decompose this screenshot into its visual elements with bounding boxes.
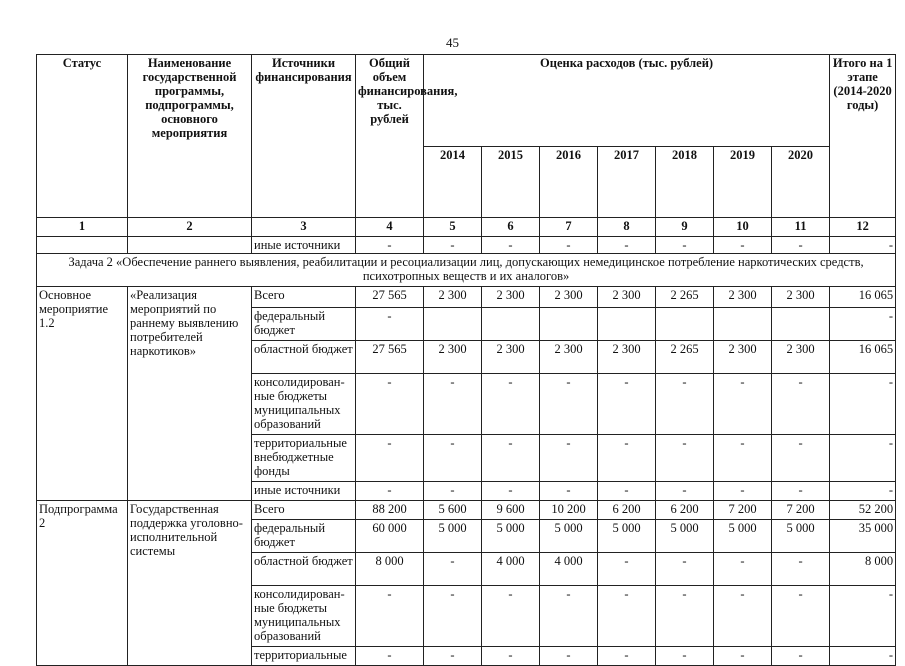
column-number: 9 [656,218,714,237]
value-cell: 8 000 [830,553,896,586]
source-cell: консолидирован-ные бюджеты муниципальных образований [252,586,356,647]
value-cell: 5 000 [424,520,482,553]
column-number: 2 [128,218,252,237]
table-row [37,237,896,254]
status-cell: Основное мероприятие 1.2 [37,287,128,501]
value-cell: - [540,647,598,666]
value-cell: 5 000 [540,520,598,553]
value-cell: 7 200 [772,501,830,520]
value-cell: 2 300 [714,341,772,374]
source-cell: консолидирован-ные бюджеты муниципальных образований [252,374,356,435]
page-number: 45 [446,35,459,50]
value-cell: 16 065 [830,287,896,308]
value-cell: - [830,482,896,501]
value-cell: 6 200 [656,501,714,520]
budget-table [36,54,896,666]
header-year: 2019 [714,147,772,218]
value-cell: - [482,482,540,501]
value-cell [656,308,714,341]
column-number: 10 [714,218,772,237]
value-cell: - [656,237,714,254]
value-cell: - [772,435,830,482]
value-cell [714,308,772,341]
value-cell: 2 300 [482,341,540,374]
value-cell: 6 200 [598,501,656,520]
value-cell: - [356,586,424,647]
value-cell: 9 600 [482,501,540,520]
value-cell: - [424,237,482,254]
value-cell: 2 300 [540,287,598,308]
value-cell: - [598,647,656,666]
value-cell: - [540,586,598,647]
value-cell: - [424,435,482,482]
value-cell: - [714,374,772,435]
value-cell: - [772,586,830,647]
source-cell: областной бюджет [252,553,356,586]
column-numbers-row [37,218,896,237]
status-cell: Подпрограмма 2 [37,501,128,666]
header-year: 2014 [424,147,482,218]
value-cell: 2 265 [656,341,714,374]
value-cell: 2 265 [656,287,714,308]
value-cell: - [598,586,656,647]
column-number: 1 [37,218,128,237]
value-cell: - [424,553,482,586]
source-cell: федеральный бюджет [252,308,356,341]
value-cell: 5 000 [714,520,772,553]
source-cell: областной бюджет [252,341,356,374]
value-cell: - [482,647,540,666]
value-cell [772,308,830,341]
source-cell: федеральный бюджет [252,520,356,553]
header-year: 2020 [772,147,830,218]
header-total: Общий объем финансирования, тыс. рублей [356,55,424,218]
source-cell: иные источники [252,237,356,254]
column-number: 4 [356,218,424,237]
source-cell: территориальные внебюджетные фонды [252,435,356,482]
header-stage-total: Итого на 1 этапе (2014-2020 годы) [830,55,896,218]
value-cell: 8 000 [356,553,424,586]
value-cell: - [830,435,896,482]
value-cell: - [356,647,424,666]
source-cell: территориальные [252,647,356,666]
value-cell: 16 065 [830,341,896,374]
value-cell [540,308,598,341]
value-cell: - [356,237,424,254]
name-cell: Государственная поддержка уголовно-исполнительной системы [128,501,252,666]
value-cell: - [772,237,830,254]
value-cell: - [714,647,772,666]
value-cell: - [714,237,772,254]
column-number: 11 [772,218,830,237]
value-cell: 52 200 [830,501,896,520]
value-cell: - [540,237,598,254]
status-cell [37,237,128,254]
header-sources: Источники финансирования [252,55,356,218]
value-cell [482,308,540,341]
value-cell: - [424,586,482,647]
value-cell [424,308,482,341]
column-number: 5 [424,218,482,237]
source-cell: Всего [252,501,356,520]
value-cell: - [356,435,424,482]
value-cell: - [540,482,598,501]
value-cell: 2 300 [424,287,482,308]
column-number: 8 [598,218,656,237]
value-cell: - [830,374,896,435]
header-estimate: Оценка расходов (тыс. рублей) [424,55,830,147]
value-cell: - [656,435,714,482]
value-cell: - [598,374,656,435]
value-cell: 5 000 [482,520,540,553]
column-number: 12 [830,218,896,237]
value-cell: 4 000 [540,553,598,586]
value-cell: - [656,374,714,435]
value-cell: - [598,237,656,254]
value-cell: - [772,374,830,435]
value-cell: 5 000 [656,520,714,553]
header-status: Статус [37,55,128,218]
task-row [37,254,896,287]
value-cell: - [356,482,424,501]
value-cell: 2 300 [772,287,830,308]
value-cell: 27 565 [356,341,424,374]
header-year: 2017 [598,147,656,218]
value-cell: 5 000 [772,520,830,553]
value-cell: - [830,647,896,666]
value-cell: - [656,586,714,647]
value-cell: 27 565 [356,287,424,308]
header-year: 2016 [540,147,598,218]
table-row [37,501,896,520]
value-cell: - [656,553,714,586]
value-cell: - [830,586,896,647]
value-cell: 2 300 [482,287,540,308]
value-cell: - [356,308,424,341]
value-cell: - [598,553,656,586]
value-cell: - [482,237,540,254]
value-cell: - [598,482,656,501]
value-cell: 2 300 [540,341,598,374]
value-cell: - [772,647,830,666]
value-cell: - [540,435,598,482]
value-cell: - [656,482,714,501]
value-cell: - [830,308,896,341]
value-cell [598,308,656,341]
value-cell: 2 300 [598,341,656,374]
name-cell [128,237,252,254]
column-number: 6 [482,218,540,237]
value-cell: 2 300 [424,341,482,374]
value-cell: - [714,553,772,586]
value-cell: 2 300 [714,287,772,308]
source-cell: Всего [252,287,356,308]
header-name: Наименование государственной программы, подпрограммы, основного мероприятия [128,55,252,218]
value-cell: - [482,586,540,647]
value-cell: - [714,586,772,647]
value-cell: - [540,374,598,435]
value-cell: 4 000 [482,553,540,586]
header-year: 2018 [656,147,714,218]
value-cell: - [830,237,896,254]
value-cell: - [656,647,714,666]
value-cell: 2 300 [598,287,656,308]
value-cell: 7 200 [714,501,772,520]
value-cell: 5 600 [424,501,482,520]
value-cell: - [356,374,424,435]
value-cell: 60 000 [356,520,424,553]
value-cell: - [424,647,482,666]
task-description: Задача 2 «Обеспечение раннего выявления, реабилитации и ресоциализации лиц, допускающих немедицинское потребление наркотических средств, психотропных веществ и их аналогов» [37,254,896,287]
value-cell: 5 000 [598,520,656,553]
value-cell: - [482,374,540,435]
value-cell: - [482,435,540,482]
value-cell: - [714,482,772,501]
header-row [37,55,896,147]
column-number: 3 [252,218,356,237]
value-cell: - [772,553,830,586]
value-cell: 2 300 [772,341,830,374]
value-cell: 35 000 [830,520,896,553]
value-cell: - [772,482,830,501]
value-cell: - [714,435,772,482]
header-year: 2015 [482,147,540,218]
value-cell: - [598,435,656,482]
value-cell: 10 200 [540,501,598,520]
table-row [37,287,896,308]
name-cell: «Реализация мероприятий по раннему выявлению потребителей наркотиков» [128,287,252,501]
column-number: 7 [540,218,598,237]
value-cell: 88 200 [356,501,424,520]
value-cell: - [424,374,482,435]
source-cell: иные источники [252,482,356,501]
value-cell: - [424,482,482,501]
